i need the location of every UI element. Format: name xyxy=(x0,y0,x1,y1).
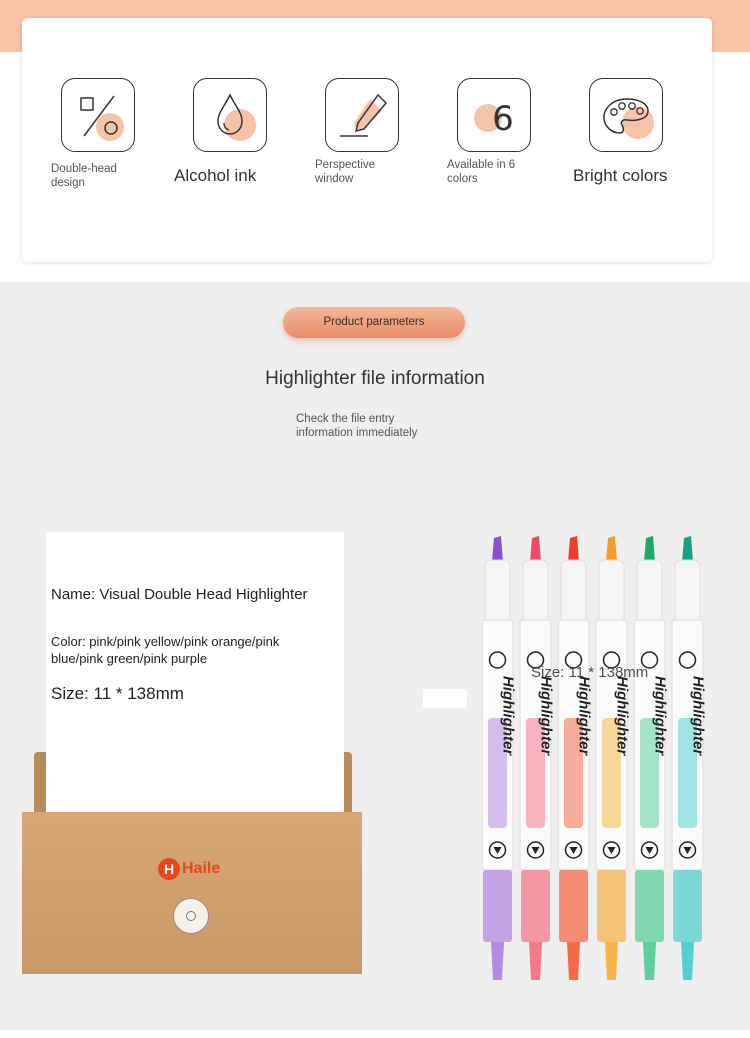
feature-label: Perspective window xyxy=(315,159,376,185)
pen-bottom-cap xyxy=(483,870,512,942)
pen-label: Highlighter xyxy=(651,676,669,756)
feature-perspective-window xyxy=(315,78,435,186)
pen-bottom-tip xyxy=(529,942,542,980)
six-colors-icon xyxy=(457,78,531,152)
pen-cap xyxy=(523,560,548,624)
seal-dot xyxy=(186,911,196,921)
name-line: Name: Visual Double Head Highlighter xyxy=(51,586,308,603)
pen-label: Highlighter xyxy=(613,676,631,756)
pen-tip xyxy=(644,536,655,562)
pen-label: Highlighter xyxy=(575,676,593,756)
pen-cap xyxy=(675,560,700,624)
brand-initial: H xyxy=(158,858,180,880)
pen-bottom-cap xyxy=(597,870,626,942)
ink-drop-icon xyxy=(193,78,267,152)
feature-label: Bright colors xyxy=(573,166,668,185)
pen-tip xyxy=(568,536,579,562)
features-card xyxy=(22,18,712,262)
info-card xyxy=(46,532,344,822)
highlighter-pen xyxy=(520,536,555,980)
pen-label: Highlighter xyxy=(499,676,517,756)
double-head-icon xyxy=(61,78,135,152)
section-title: Highlighter file information xyxy=(265,368,485,389)
palette-icon xyxy=(589,78,663,152)
six-number: 6 xyxy=(492,99,514,139)
highlighter-pen xyxy=(672,536,707,980)
pen-cap xyxy=(599,560,624,624)
product-parameters-pill[interactable]: Product parameters xyxy=(283,307,465,338)
pen-label: Highlighter xyxy=(537,676,555,756)
envelope-seal xyxy=(173,898,209,934)
pen-bottom-tip xyxy=(491,942,504,980)
brand-logo xyxy=(158,858,220,882)
white-patch xyxy=(423,689,467,708)
color-line-2: blue/pink green/pink purple xyxy=(51,651,208,666)
pen-bottom-cap xyxy=(521,870,550,942)
highlighter-pen xyxy=(634,536,669,980)
pen-label: Highlighter xyxy=(689,676,707,756)
pen-icon xyxy=(325,78,399,152)
color-line-1: Color: pink/pink yellow/pink orange/pink xyxy=(51,634,280,649)
highlighter-pen xyxy=(482,536,517,980)
brand-name: Haile xyxy=(182,860,221,877)
size-overlay: Size: 11 * 138mm xyxy=(531,664,649,681)
pen-bottom-tip xyxy=(605,942,618,980)
pen-tip xyxy=(606,536,617,562)
feature-label: Available in 6 colors xyxy=(447,159,516,185)
feature-label: Alcohol ink xyxy=(174,166,257,185)
feature-alcohol-ink xyxy=(174,78,303,186)
bottom-strip xyxy=(0,1030,750,1038)
feature-double-head xyxy=(51,78,171,190)
pen-cap xyxy=(485,560,510,624)
feature-bright-colors xyxy=(573,78,699,186)
feature-six-colors xyxy=(447,78,567,186)
pen-bottom-cap xyxy=(559,870,588,942)
size-line: Size: 11 * 138mm xyxy=(51,684,184,703)
section-subtitle: Check the file entry information immediately xyxy=(296,413,418,439)
pen-tip xyxy=(492,536,503,562)
pen-bottom-tip xyxy=(681,942,694,980)
pen-cap xyxy=(561,560,586,624)
feature-label: Double-head design xyxy=(51,163,117,189)
highlighter-pen xyxy=(558,536,593,980)
highlighter-pens xyxy=(470,528,720,988)
kraft-envelope xyxy=(22,812,362,974)
pen-bottom-cap xyxy=(635,870,664,942)
pen-bottom-tip xyxy=(567,942,580,980)
highlighter-pen xyxy=(596,536,631,980)
pen-tip xyxy=(530,536,541,562)
pen-cap xyxy=(637,560,662,624)
pen-bottom-cap xyxy=(673,870,702,942)
pen-bottom-tip xyxy=(643,942,656,980)
pen-tip xyxy=(682,536,693,562)
